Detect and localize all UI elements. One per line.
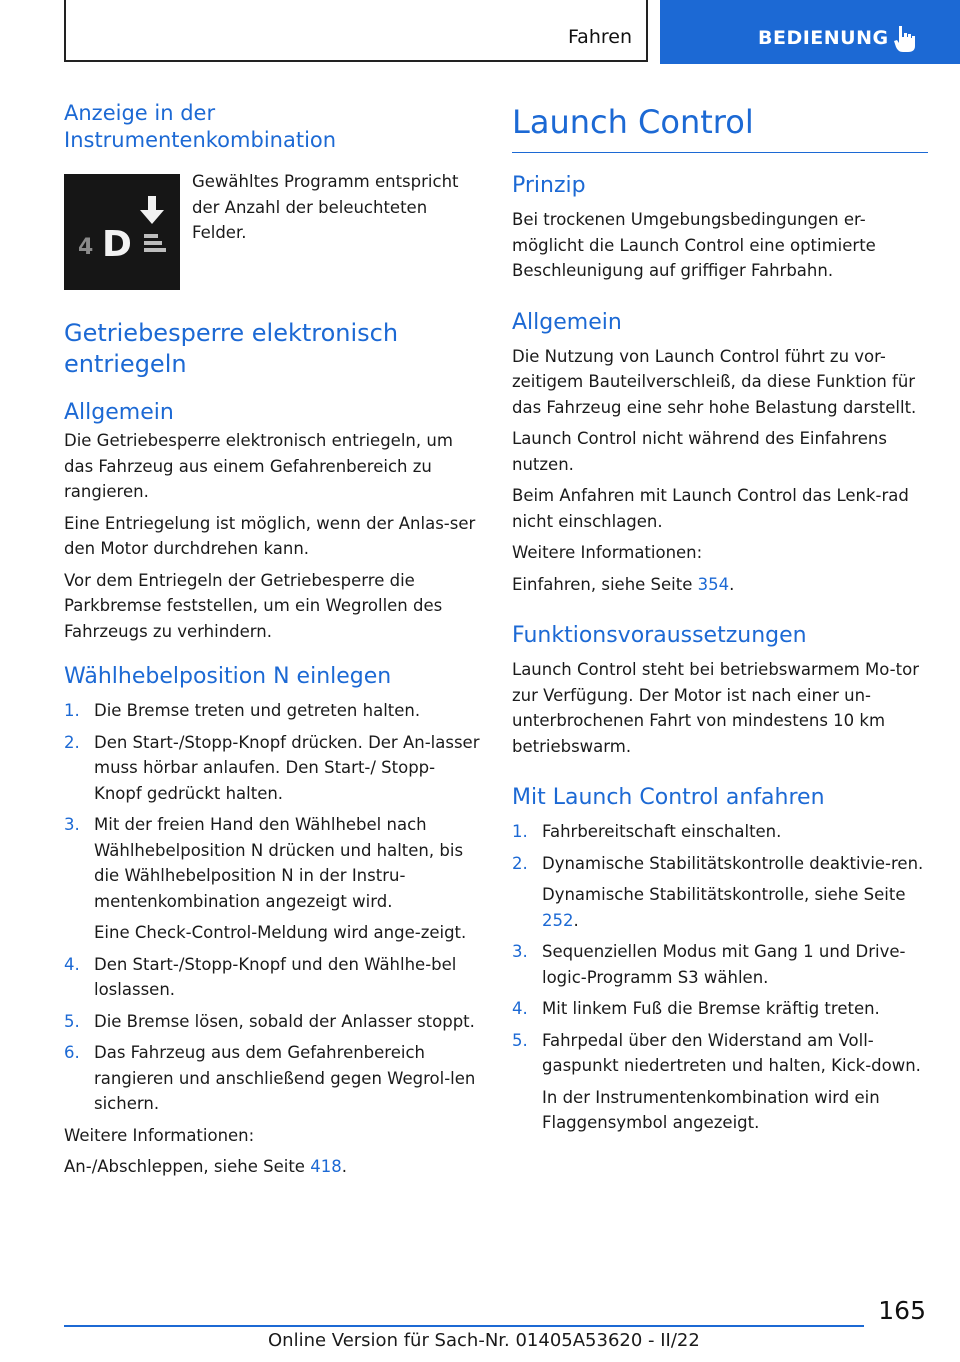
list-item: 1. Fahrbereitschaft einschalten. (512, 822, 782, 841)
neutral-section-title: Wählhebelposition N einlegen (64, 664, 392, 689)
footer-text: Online Version für Sach-Nr. 01405A53620 - II/22 (268, 1330, 700, 1351)
list-item-note: In der Instrumentenkombination wird ein Flaggensymbol angezeigt. (542, 1087, 880, 1132)
left-general-p3: Vor dem Entriegeln der Getriebesperre die Parkbremse feststellen, um ein Wegrollen des Fahrzeugs zu verhindern. (64, 570, 443, 641)
page-link-354[interactable]: 354 (697, 574, 730, 594)
right-general-p2: Launch Control nicht während des Einfahrens nutzen. (512, 429, 887, 474)
right-general-title: Allgemein (512, 309, 622, 335)
list-item: 1. Die Bremse treten und getreten halten. (64, 701, 421, 720)
display-text: Gewähltes Programm entspricht der Anzahl der beleuchteten Felder. (192, 172, 459, 242)
header-left-tab (64, 0, 648, 62)
list-item-note: Dynamische Stabilitätskontrolle, siehe Seite 252. (542, 885, 906, 930)
left-general-title: Allgemein (64, 400, 174, 425)
requirements-text: Launch Control steht bei betriebswarmem Mo-tor zur Verfügung. Der Motor ist nach einer un-unterbrochenen Fahrt von mindestens 10 km betriebswarm. (512, 660, 919, 756)
principle-text: Bei trockenen Umgebungsbedingungen er-möglicht die Launch Control eine optimierte Beschleunigung auf griffiger Fahrbahn. (512, 210, 876, 280)
chapter-label: Fahren (568, 26, 632, 48)
right-more-info: Weitere Informationen: (512, 543, 703, 562)
header-right-tab (660, 0, 960, 64)
list-item: 3. Mit der freien Hand den Wählhebel nach Wählhebelposition N drücken und halten, bis die Wählhebelposition N in der Instru-mentenkombination angezeigt wird. Eine Check-Control-Meldung wird ange-zeigt. (64, 812, 480, 946)
principle-title: Prinzip (512, 173, 586, 198)
page-link-252[interactable]: 252 (542, 910, 574, 930)
list-item: 3. Sequenziellen Modus mit Gang 1 und Drive-logic-Programm S3 wählen. (512, 942, 906, 987)
launch-steps-list (512, 819, 928, 1136)
display-section-title: Anzeige in der Instrumentenkombination (64, 101, 337, 152)
right-reference: Einfahren, siehe Seite 354. (512, 574, 735, 594)
drive-mode-label: D (102, 224, 132, 265)
start-section-title: Mit Launch Control anfahren (512, 785, 825, 810)
right-general-p1: Die Nutzung von Launch Control führt zu vor-zeitigem Bauteilverschleiß, da diese Funktion für das Fahrzeug eine sehr hohe Belastung darstellt. (512, 346, 917, 417)
display-text-block (192, 169, 480, 246)
left-general-p1: Die Getriebesperre elektronisch entriegeln, um das Fahrzeug aus einem Gefahrenbereich zu rangieren. (64, 431, 453, 501)
list-item: 5. Fahrpedal über den Widerstand am Voll-gaspunkt niedertreten und halten, Kick-down. In der Instrumentenkombination wird ein Flaggensymbol angezeigt. (512, 1028, 928, 1136)
gear-number-label: 4 (78, 235, 94, 260)
section-label: BEDIENUNG (758, 27, 889, 49)
list-item: 2. Dynamische Stabilitätskontrolle deaktivie-ren. Dynamische Stabilitätskontrolle, siehe Seite 252. (512, 851, 928, 934)
page-number: 165 (878, 1296, 926, 1325)
list-item: 4. Den Start-/Stopp-Knopf und den Wählhe-bel loslassen. (64, 954, 457, 999)
right-general-p3: Beim Anfahren mit Launch Control das Lenk-rad nicht einschlagen. (512, 486, 909, 531)
list-item: 6. Das Fahrzeug aus dem Gefahrenbereich rangieren und anschließend gegen Wegrol-len sichern. (64, 1043, 476, 1113)
footer-divider (64, 1325, 864, 1327)
left-general-p2: Eine Entriegelung ist möglich, wenn der Anlas-ser den Motor durchdrehen kann. (64, 513, 476, 558)
list-item-note: Eine Check-Control-Meldung wird ange-zeigt. (94, 923, 467, 942)
left-reference: An-/Abschleppen, siehe Seite 418. (64, 1157, 347, 1176)
drive-mode-graphic (64, 174, 180, 290)
drive-mode-4d-icon (64, 174, 180, 290)
unlock-section-title: Getriebesperre elektronisch entriegeln (64, 319, 399, 378)
right-column (512, 100, 928, 1142)
left-column-body (64, 318, 480, 1180)
left-more-info: Weitere Informationen: (64, 1125, 255, 1145)
neutral-steps-list (64, 698, 480, 1117)
left-column (64, 100, 480, 154)
list-item: 4. Mit linkem Fuß die Bremse kräftig treten. (512, 999, 880, 1018)
page-link-418[interactable]: 418 (310, 1157, 342, 1176)
list-item: 5. Die Bremse lösen, sobald der Anlasser stoppt. (64, 1011, 475, 1031)
list-item: 2. Den Start-/Stopp-Knopf drücken. Der An-lasser muss hörbar anlaufen. Den Start-/ Stopp-Knopf gedrückt halten. (64, 732, 480, 803)
launch-control-title: Launch Control (512, 100, 928, 153)
pointing-hand-icon (892, 24, 918, 54)
requirements-title: Funktionsvoraussetzungen (512, 623, 807, 648)
